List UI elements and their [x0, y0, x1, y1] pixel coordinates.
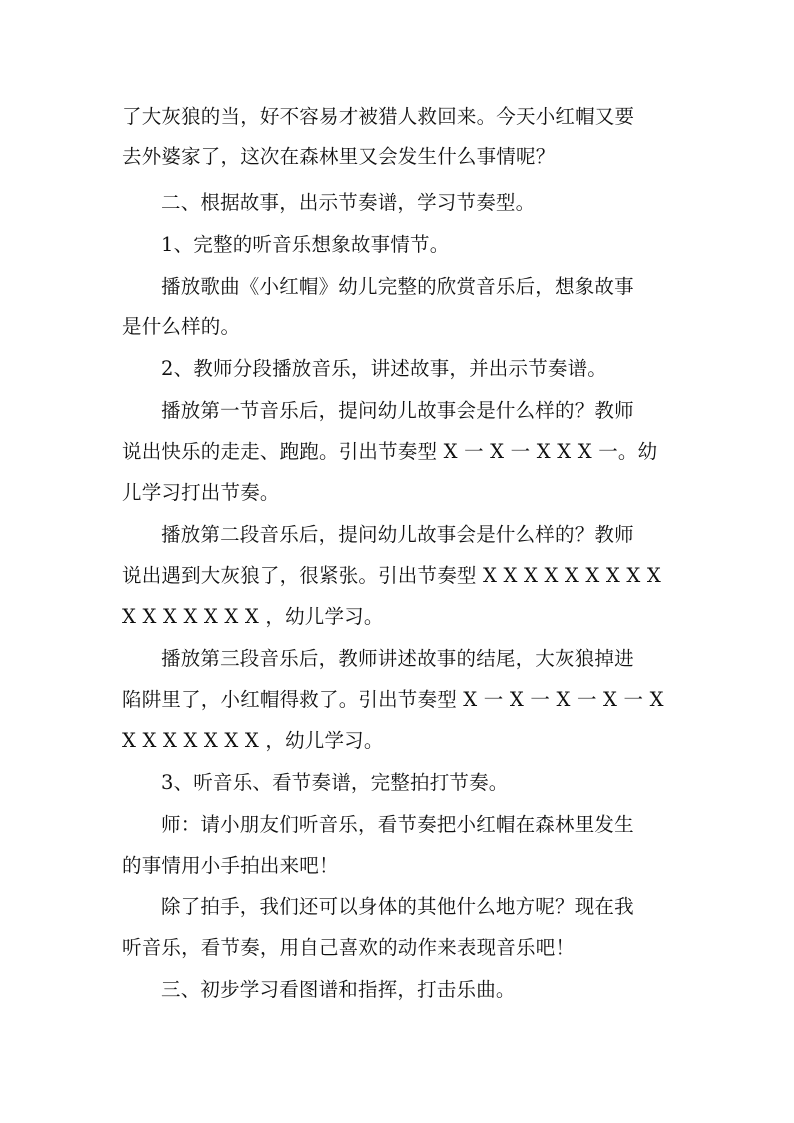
paragraph-line: 是什么样的。 — [122, 315, 241, 338]
paragraph-line: 除了拍手，我们还可以身体的其他什么地方呢？现在我 — [161, 895, 634, 918]
step-heading-2: 2、教师分段播放音乐，讲述故事，并出示节奏谱。 — [161, 357, 608, 380]
section-heading-3: 三、初步学习看图谱和指挥，打击乐曲。 — [161, 978, 516, 1001]
text-line-1: 了大灰狼的当，好不容易才被猎人救回来。今天小红帽又要 — [122, 105, 635, 128]
section-heading-2: 二、根据故事，出示节奏谱，学习节奏型。 — [161, 191, 536, 214]
paragraph-line: 的事情用小手拍出来吧！ — [122, 854, 339, 877]
paragraph-line: 说出遇到大灰狼了，很紧张。引出节奏型 X X X X X X X X X — [122, 564, 661, 587]
paragraph-line: 播放第三段音乐后，教师讲述故事的结尾，大灰狼掉进 — [161, 647, 634, 670]
paragraph-line: X X X X X X X ，幼儿学习。 — [122, 605, 384, 628]
paragraph-line: X X X X X X X ，幼儿学习。 — [122, 729, 384, 752]
paragraph-line: 播放第一节音乐后，提问幼儿故事会是什么样的？教师 — [161, 399, 634, 422]
paragraph-line: 儿学习打出节奏。 — [122, 481, 280, 504]
paragraph-line: 播放歌曲《小红帽》幼儿完整的欣赏音乐后，想象故事 — [161, 275, 634, 298]
paragraph-line: 播放第二段音乐后，提问幼儿故事会是什么样的？教师 — [161, 523, 634, 546]
step-heading-1: 1、完整的听音乐想象故事情节。 — [161, 233, 450, 256]
paragraph-line: 听音乐，看节奏，用自己喜欢的动作来表现音乐吧！ — [122, 936, 576, 959]
step-heading-3: 3、听音乐、看节奏谱，完整拍打节奏。 — [161, 771, 509, 794]
paragraph-line: 陷阱里了，小红帽得救了。引出节奏型 X 一 X 一 X 一 X 一 X — [122, 688, 664, 711]
paragraph-line: 师：请小朋友们听音乐，看节奏把小红帽在森林里发生 — [161, 813, 634, 836]
paragraph-line: 说出快乐的走走、跑跑。引出节奏型 X 一 X 一 X X X 一。幼 — [122, 440, 658, 463]
text-line-2: 去外婆家了，这次在森林里又会发生什么事情呢？ — [122, 145, 556, 168]
